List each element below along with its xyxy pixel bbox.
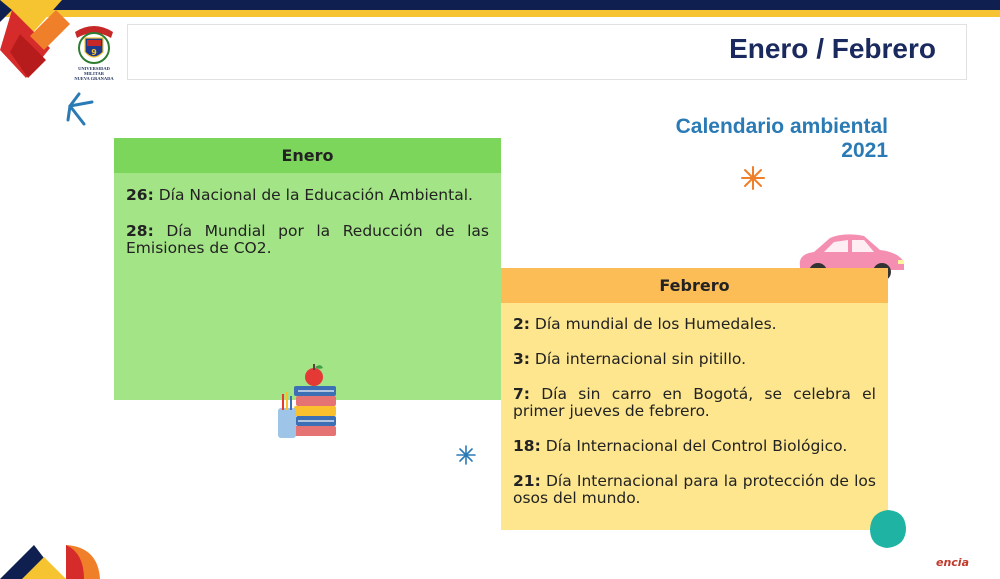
entry-text: Día Internacional del Control Biológico. bbox=[540, 437, 848, 455]
entry-text: Día mundial de los Humedales. bbox=[529, 315, 777, 333]
entry-text: Día Nacional de la Educación Ambiental. bbox=[153, 186, 473, 204]
entry-text: Día internacional sin pitillo. bbox=[529, 350, 747, 368]
entry-day: 26: bbox=[126, 186, 154, 204]
calendar-year: 2021 bbox=[841, 139, 888, 162]
febrero-entry bbox=[513, 386, 876, 420]
febrero-entry bbox=[513, 473, 876, 507]
page-title: Enero / Febrero bbox=[729, 33, 936, 64]
entry-text: Día Mundial por la Reducción de las Emisiones de CO2. bbox=[126, 222, 489, 257]
sparkle-icon-blue bbox=[456, 445, 476, 465]
entry-text: Día sin carro en Bogotá, se celebra el primer jueves de febrero. bbox=[513, 385, 876, 420]
calendar-title bbox=[620, 115, 888, 163]
logo-text-line-1: UNIVERSIDAD MILITAR bbox=[78, 66, 110, 76]
febrero-entry bbox=[513, 438, 876, 455]
enero-entry bbox=[126, 187, 489, 204]
sparkle-icon bbox=[62, 90, 96, 128]
febrero-entry bbox=[513, 351, 876, 368]
crest-icon bbox=[71, 22, 117, 66]
enero-heading: Enero bbox=[114, 138, 501, 173]
teal-blob-icon bbox=[867, 508, 909, 550]
entry-day: 21: bbox=[513, 472, 541, 490]
top-bar-gold bbox=[0, 10, 1000, 17]
entry-day: 18: bbox=[513, 437, 541, 455]
febrero-card bbox=[501, 268, 888, 530]
sparkle-icon-orange bbox=[741, 166, 765, 190]
title-box bbox=[127, 24, 967, 80]
febrero-heading: Febrero bbox=[501, 268, 888, 303]
enero-list bbox=[114, 173, 501, 257]
top-bar-navy bbox=[0, 0, 1000, 10]
entry-day: 28: bbox=[126, 222, 154, 240]
logo-text-line-2: NUEVA GRANADA bbox=[74, 76, 114, 81]
entry-day: 3: bbox=[513, 350, 530, 368]
books-apple-icon bbox=[276, 362, 340, 440]
enero-entry bbox=[126, 223, 489, 257]
entry-text: Día Internacional para la protección de los osos del mundo. bbox=[513, 472, 876, 507]
bottom-corner-decoration-icon bbox=[0, 541, 102, 579]
calendar-title-text: Calendario ambiental bbox=[675, 115, 888, 138]
febrero-list bbox=[501, 303, 888, 507]
entry-day: 7: bbox=[513, 385, 530, 403]
febrero-entry bbox=[513, 316, 876, 333]
entry-day: 2: bbox=[513, 315, 530, 333]
svg-text:9: 9 bbox=[91, 48, 97, 57]
university-logo bbox=[68, 22, 120, 84]
footer-partial-word: encia bbox=[936, 556, 970, 569]
enero-card bbox=[114, 138, 501, 400]
